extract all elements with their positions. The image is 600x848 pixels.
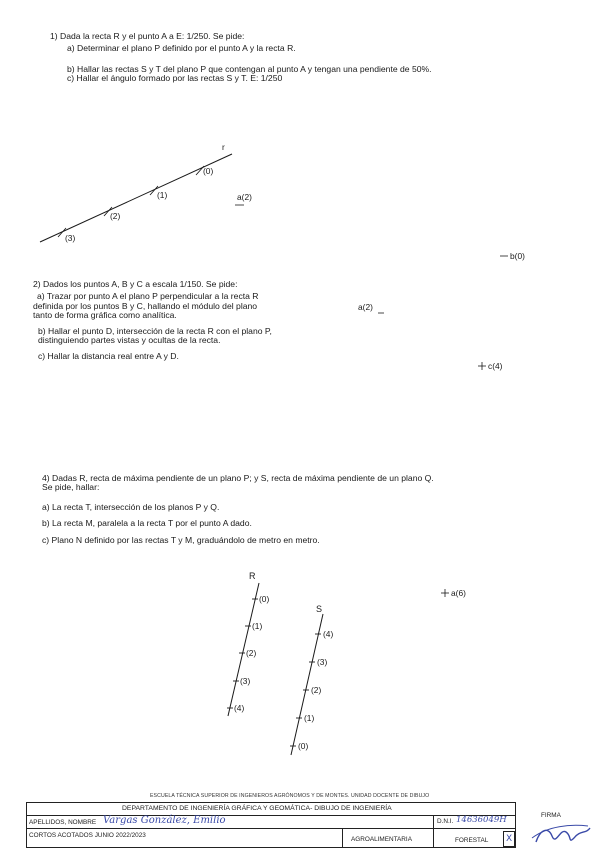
label-S-3: (3) [317,657,328,667]
label-R-3: (3) [240,676,251,686]
problem4-item-a: a) La recta T, intersección de los planos P y Q. [42,502,220,512]
footer-school: ESCUELA TÉCNICA SUPERIOR DE INGENIEROS AGRÓNOMOS Y DE MONTES. UNIDAD DOCENTE DE DIBUJO [150,793,430,799]
label-R-1: (1) [252,621,263,631]
footer-department: DEPARTAMENTO DE INGENIERÍA GRÁFICA Y GEOMÁTICA- DIBUJO DE INGENIERÍA [122,805,392,812]
footer-name-row [26,815,516,828]
footer-firma-label: FIRMA [541,812,561,819]
problem2-item-a-2: definida por los puntos B y C, hallando el módulo del plano [33,301,258,311]
label-p1-2: (2) [110,211,121,221]
problem1-title: 1) Dada la recta R y el punto A a E: 1/250. Se pide: [50,31,245,41]
footer-forestal: FORESTAL [455,837,489,844]
problem2-item-c: c) Hallar la distancia real entre A y D. [38,351,179,361]
footer-agro: AGROALIMENTARIA [351,836,412,843]
problem4-item-b: b) La recta M, paralela a la recta T por el punto A dado. [42,518,252,528]
problem1-item-c: c) Hallar el ángulo formado por las rectas S y T. E: 1/250 [67,73,283,83]
label-b0: b(0) [510,251,525,261]
footer-department-row [26,802,516,815]
footer-forestal-checkbox [503,831,515,847]
problem4-title-2: Se pide, hallar: [42,482,100,492]
label-p1-3: (3) [65,233,76,243]
label-S-2: (2) [311,685,322,695]
problem2-item-b-1: b) Hallar el punto D, intersección de la recta R con el plano P, [38,326,272,336]
problem1-item-a: a) Determinar el plano P definido por el punto A y la recta R. [67,43,296,53]
label-R-2: (2) [246,648,257,658]
label-a2: a(2) [237,192,252,202]
label-R-4: (4) [234,703,245,713]
footer-agro-cell [342,828,434,848]
label-S-1: (1) [304,713,315,723]
label-p1-1: (1) [157,190,168,200]
footer-apellidos-value: Vargas González, Emilio [103,815,226,826]
footer-forestal-mark: X [506,834,513,844]
problem2-item-a-1: a) Trazar por punto A el plano P perpendicular a la recta R [37,291,259,301]
label-p1-0: (0) [203,166,214,176]
footer-cortos: CORTOS ACOTADOS JUNIO 2022/2023 [29,832,146,839]
problem4-title-1: 4) Dadas R, recta de máxima pendiente de un plano P; y S, recta de máxima pendiente de un plano Q. [42,473,434,483]
label-R: R [249,571,256,581]
label-p2-c4: c(4) [488,361,503,371]
label-a6: a(6) [451,588,466,598]
label-p2-a2: a(2) [358,302,373,312]
footer-dni-value: 14636049H [456,815,507,825]
problem2-item-b-2: distinguiendo partes vistas y ocultas de la recta. [38,335,221,345]
label-R-0: (0) [259,594,270,604]
problem4-item-c: c) Plano N definido por las rectas T y M, graduándolo de metro en metro. [42,535,320,545]
footer-apellidos-label: APELLIDOS, NOMBRE [29,819,97,826]
signature-drawing [536,828,590,842]
problem1-item-b: b) Hallar las rectas S y T del plano P que contengan al punto A y tengan una pendiente de 50%. [67,64,432,74]
footer-dni-cell [433,815,517,828]
label-S-4: (4) [323,629,334,639]
signature-underline [532,825,588,838]
footer-course-row [26,828,516,848]
label-r: r [222,142,225,152]
problem2-title: 2) Dados los puntos A, B y C a escala 1/150. Se pide: [33,279,238,289]
problem2-item-a-3: tanto de forma gráfica como analítica. [33,310,177,320]
label-S-0: (0) [298,741,309,751]
footer-dni-label: D.N.I. [437,818,454,825]
label-S: S [316,604,323,614]
